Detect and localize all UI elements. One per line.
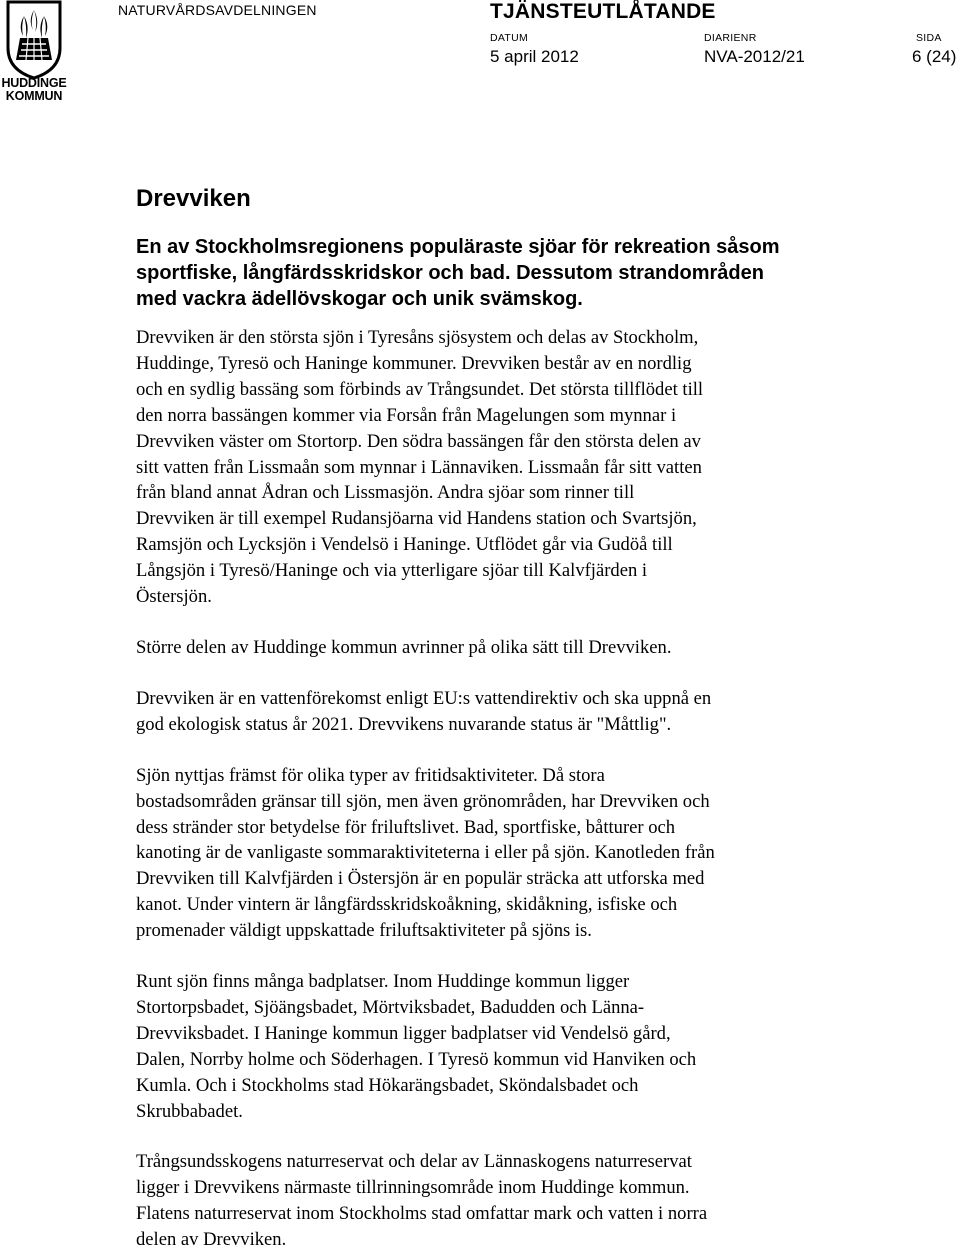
logo-text-line2: KOMMUN: [5, 89, 63, 103]
document-body: [136, 184, 836, 1253]
text-line: Drevviken är en vattenförekomst enligt EU:s vattendirektiv och ska uppnå en: [136, 687, 712, 709]
paragraph-bathing-places: [136, 969, 836, 1124]
paragraph-nature-reserves: [136, 1149, 836, 1253]
text-line: Kumla. Och i Stockholms stad Hökarängsbadet, Sköndalsbadet och: [136, 1074, 639, 1096]
logo-text-line1: HUDDINGE: [1, 76, 67, 90]
text-line: från bland annat Ådran och Lissmasjön. Andra sjöar som rinner till: [136, 482, 635, 504]
text-line: Runt sjön finns många badplatser. Inom Huddinge kommun ligger: [136, 971, 630, 993]
lead-paragraph: En av Stockholmsregionens populäraste sjöar för rekreation såsom sportfiske, långfärdsskridskor och bad. Dessutom strandområden med vackra ädellövskogar och unik svämskog.: [136, 236, 780, 310]
text-line: Drevviksbadet. I Haninge kommun ligger badplatser vid Vendelsö gård,: [136, 1022, 671, 1044]
text-line: Stortorpsbadet, Sjöängsbadet, Mörtviksbadet, Badudden och Länna-: [136, 996, 645, 1018]
text-line: Drevviken väster om Stortorp. Den södra bassängen får den största delen av: [136, 430, 701, 452]
text-line: Huddinge, Tyresö och Haninge kommuner. Drevviken består av en nordlig: [136, 352, 692, 374]
text-line: Större delen av Huddinge kommun avrinner på olika sätt till Drevviken.: [136, 636, 672, 658]
paragraph-water-status: [136, 686, 836, 738]
text-line: Skrubbabadet.: [136, 1100, 243, 1122]
coat-of-arms-icon: [0, 0, 68, 80]
text-line: Trångsundsskogens naturreservat och delar av Lännaskogens naturreservat: [136, 1151, 692, 1173]
text-line: delen av Drevviken.: [136, 1229, 287, 1251]
municipality-logo: [0, 0, 68, 108]
document-type: TJÄNSTEUTLÅTANDE: [490, 0, 716, 23]
diary-number-label: DIARIENR: [704, 32, 757, 44]
text-line: Drevviken till Kalvfjärden i Östersjön är en populär sträcka att utforska med: [136, 868, 705, 890]
text-line: Drevviken är den största sjön i Tyresåns sjösystem och delas av Stockholm,: [136, 327, 699, 348]
text-line: kanoting är de vanligaste sommaraktiviteterna i eller på sjön. Kanotleden från: [136, 842, 715, 864]
department-name: NATURVÅRDSAVDELNINGEN: [118, 2, 317, 18]
text-line: promenader väldigt uppskattade friluftsaktiviteter på sjöns is.: [136, 920, 592, 942]
paragraph-lake-description: [136, 325, 836, 610]
page-label: SIDA: [916, 32, 942, 44]
diary-number-value: NVA-2012/21: [704, 47, 805, 66]
text-line: ligger i Drevvikens närmaste tillrinningsområde inom Huddinge kommun.: [136, 1177, 690, 1199]
logo-text: [0, 77, 68, 103]
date-label: DATUM: [490, 32, 529, 44]
text-line: den norra bassängen kommer via Forsån från Magelungen som mynnar i: [136, 404, 677, 426]
page-number: 6 (24): [912, 47, 957, 66]
text-line: Sjön nyttjas främst för olika typer av fritidsaktiviteter. Då stora: [136, 764, 605, 786]
text-line: Flatens naturreservat inom Stockholms stad omfattar mark och vatten i norra: [136, 1203, 708, 1225]
paragraph-recreation: [136, 763, 836, 944]
paragraph-drainage: [136, 635, 836, 661]
text-line: Dalen, Norrby holme och Söderhagen. I Tyresö kommun vid Hanviken och: [136, 1048, 697, 1070]
text-line: kanot. Under vintern är långfärdsskridskoåkning, skidåkning, isfiske och: [136, 894, 678, 916]
text-line: Långsjön i Tyresö/Haninge och via ytterligare sjöar till Kalvfjärden i: [136, 560, 648, 582]
text-line: sitt vatten från Lissmaån som mynnar i Lännaviken. Lissmaån får sitt vatten: [136, 456, 702, 478]
text-line: Östersjön.: [136, 586, 212, 608]
document-title: Drevviken: [136, 185, 251, 212]
date-value: 5 april 2012: [490, 47, 579, 66]
text-line: bostadsområden gränsar till sjön, men även grönområden, har Drevviken och: [136, 790, 710, 812]
text-line: god ekologisk status år 2021. Drevvikens nuvarande status är "Måttlig".: [136, 713, 672, 735]
text-line: Ramsjön och Lycksjön i Vendelsö i Haninge. Utflödet går via Gudöå till: [136, 534, 673, 556]
text-line: och en sydlig bassäng som förbinds av Trångsundet. Det största tillflödet till: [136, 378, 704, 400]
text-line: dess stränder stor betydelse för friluftslivet. Bad, sportfiske, båtturer och: [136, 816, 676, 838]
text-line: Drevviken är till exempel Rudansjöarna vid Handens station och Svartsjön,: [136, 508, 697, 530]
